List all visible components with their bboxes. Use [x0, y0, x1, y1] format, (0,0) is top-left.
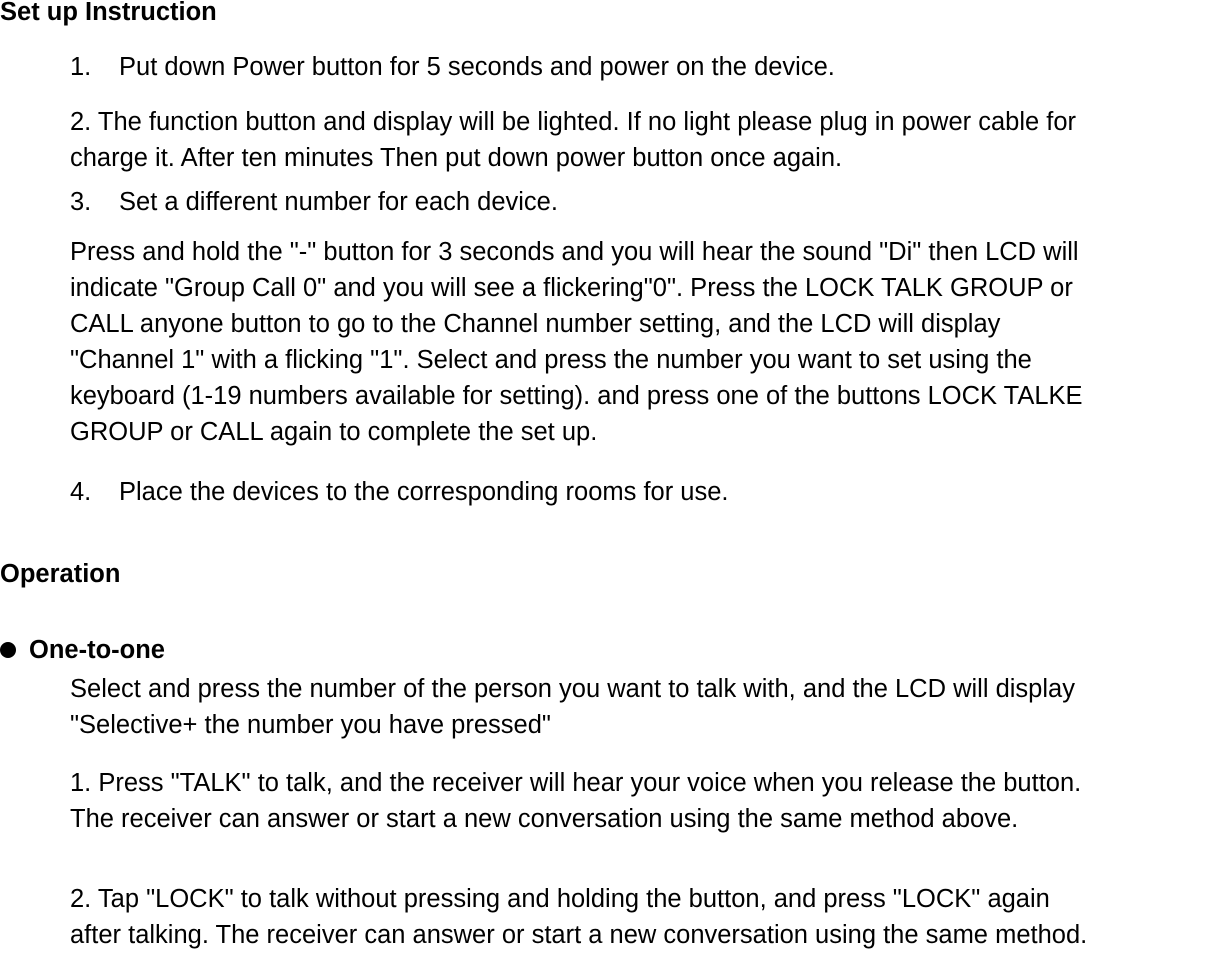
step-3-detail-line: "Channel 1" with a flicking "1". Select and press the number you want to set using the [70, 346, 1032, 374]
step-4-text: Place the devices to the corresponding rooms for use. [119, 478, 729, 506]
one-to-one-item-2-line: after talking. The receiver can answer or start a new conversation using the same method. [70, 921, 1088, 949]
one-to-one-heading [0, 632, 165, 668]
step-3-detail-line: Press and hold the "-" button for 3 seconds and you will hear the sound "Di" then LCD will [70, 238, 1079, 266]
one-to-one-item-2-line: 2. Tap "LOCK" to talk without pressing and holding the button, and press "LOCK" again [70, 885, 1050, 913]
step-3-detail-line: CALL anyone button to go to the Channel number setting, and the LCD will display [70, 310, 1001, 338]
setup-step-4 [70, 474, 729, 510]
step-3-detail-line: GROUP or CALL again to complete the set up. [70, 418, 598, 446]
step-4-number: 4. [70, 478, 92, 506]
one-to-one-title: One-to-one [29, 636, 165, 664]
setup-heading: Set up Instruction [0, 0, 217, 26]
one-to-one-intro-line: Select and press the number of the person you want to talk with, and the LCD will display [70, 675, 1075, 703]
one-to-one-intro-line: "Selective+ the number you have pressed" [70, 711, 551, 739]
setup-step-1 [70, 49, 835, 85]
step-3-number: 3. [70, 188, 92, 216]
step-1-number: 1. [70, 53, 92, 81]
setup-step-2-line-1: 2. The function button and display will be lighted. If no light please plug in power cable for [70, 108, 1077, 136]
step-1-text: Put down Power button for 5 seconds and power on the device. [119, 53, 835, 81]
one-to-one-item-1-line: The receiver can answer or start a new conversation using the same method above. [70, 805, 1019, 833]
one-to-one-item-1-line: 1. Press "TALK" to talk, and the receiver will hear your voice when you release the button. [70, 769, 1082, 797]
setup-step-2-line-2: charge it. After ten minutes Then put down power button once again. [70, 144, 843, 172]
bullet-icon [0, 642, 16, 658]
step-3-detail-line: indicate "Group Call 0" and you will see a flickering"0". Press the LOCK TALK GROUP or [70, 274, 1073, 302]
setup-step-3 [70, 184, 558, 220]
operation-heading: Operation [0, 560, 121, 588]
step-3-detail-line: keyboard (1-19 numbers available for setting). and press one of the buttons LOCK TALKE [70, 382, 1083, 410]
step-3-text: Set a different number for each device. [119, 188, 558, 216]
